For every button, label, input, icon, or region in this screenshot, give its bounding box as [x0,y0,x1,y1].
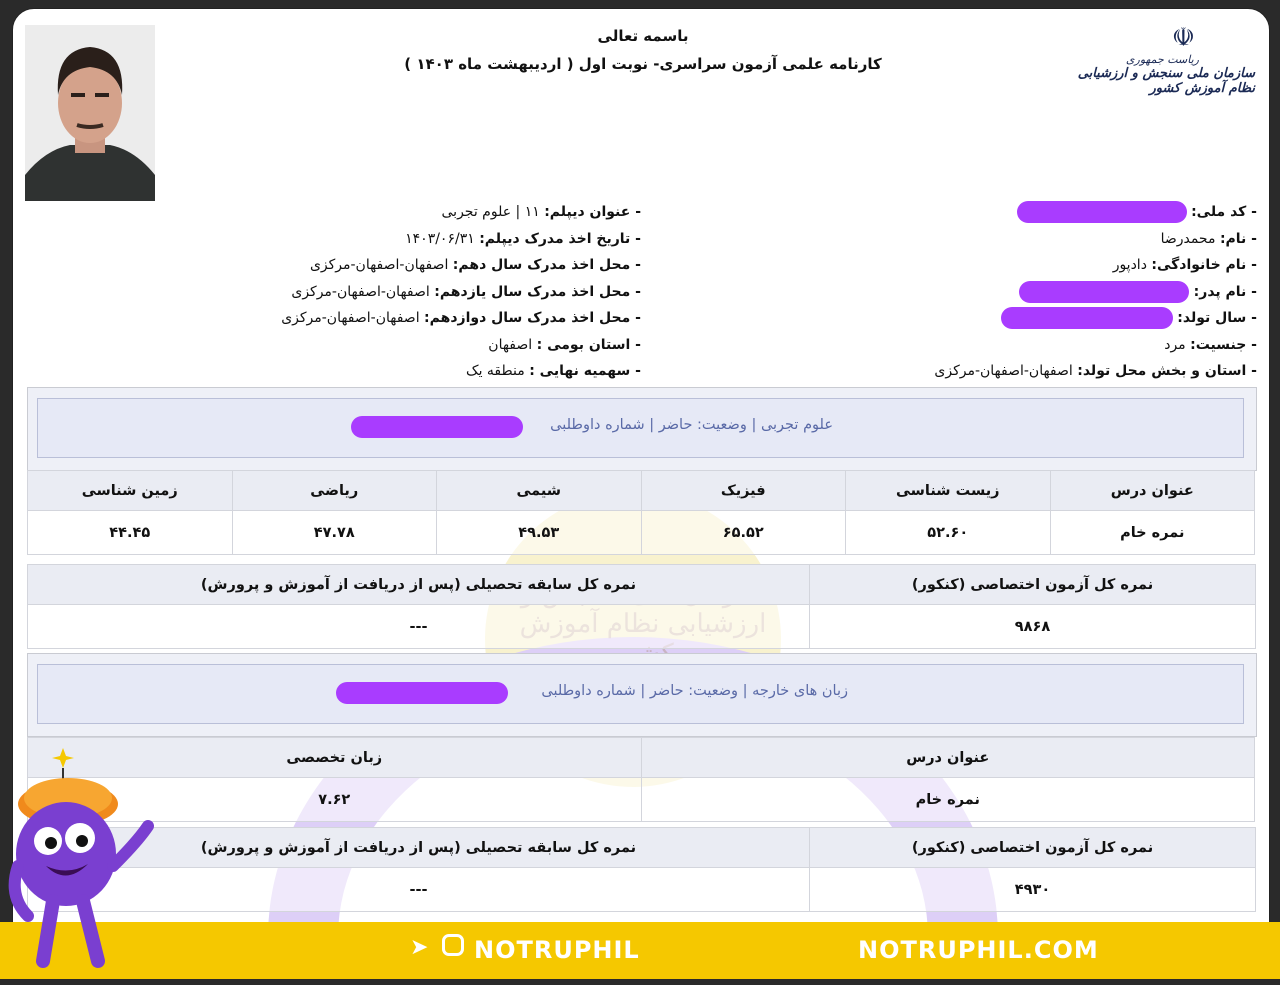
redaction-mask [336,682,508,704]
social-handle[interactable]: NOTRUPHIL [474,936,640,964]
table-row [28,511,1255,555]
group2-banner-text: زبان های خارجه | وضعیت: حاضر | شماره داوطلبی [541,683,848,699]
header-title-1: باسمه تعالی [597,27,689,45]
info-row-native-province: - استان بومی : اصفهان [488,336,641,353]
table-row [28,868,1256,912]
redaction-mask [1019,281,1189,303]
table-header: نمره کل سابقه تحصیلی (پس از دریافت از آموزش و پرورش) [28,828,810,868]
group2-scores-table [27,737,1255,822]
table-header: شیمی [437,471,642,511]
table-header: عنوان درس [1050,471,1255,511]
table-cell: --- [28,868,810,912]
info-row-father-name: - نام پدر: [657,279,1257,306]
info-row-grade12-place: - محل اخذ مدرک سال دوازدهم: اصفهان-اصفهان-مرکزی [281,310,641,326]
instagram-icon[interactable] [442,934,464,956]
table-cell: ۵۲.۶۰ [846,511,1051,555]
info-row-last-name: - نام خانوادگی: دادپور [1112,257,1257,273]
group2-total-table [27,827,1256,912]
table-cell: ۴۴.۴۵ [28,511,233,555]
emblem-icon: ☫ [1171,23,1195,53]
header [333,27,953,73]
website-link[interactable]: NOTRUPHIL.COM [858,936,1099,964]
personal-info-right [657,199,1257,385]
student-photo [25,25,155,201]
redaction-mask [1017,201,1187,223]
group1-banner [37,398,1244,458]
info-row-birth-year: - سال تولد: [657,305,1257,332]
table-header: زمین شناسی [28,471,233,511]
telegram-icon[interactable]: ➤ [410,935,429,960]
table-header: زبان تخصصی [28,738,642,778]
info-row-diploma: - عنوان دیپلم: ۱۱ | علوم تجربی [441,204,641,220]
table-row [28,605,1256,649]
table-header: نمره کل آزمون اختصاصی (کنکور) [810,565,1256,605]
table-header-row [28,828,1256,868]
group1-scores-table [27,470,1255,555]
table-header-row [28,565,1256,605]
info-row-first-name: - نام: محمدرضا [1160,230,1257,247]
table-cell: ۴۹۳۰ [810,868,1256,912]
table-cell: ۶۵.۵۲ [641,511,846,555]
table-cell: ۴۹.۵۳ [437,511,642,555]
group1-banner-text: علوم تجربی | وضعیت: حاضر | شماره داوطلبی [550,417,833,433]
logo-line-1: ریاست جمهوری [1125,53,1199,66]
organization-logo [1055,23,1255,96]
header-title-2: کارنامه علمی آزمون سراسری- نوبت اول ( اردیبهشت ماه ۱۴۰۳ ) [404,55,882,73]
table-cell: ۷.۶۲ [28,778,642,822]
footer-bar [0,922,1280,979]
info-row-birth-place: - استان و بخش محل تولد: اصفهان-اصفهان-مرکزی [934,363,1257,379]
info-row-quota: - سهمیه نهایی : منطقه یک [466,363,641,379]
redaction-mask [351,416,523,438]
mascot-illustration [8,746,158,981]
table-header-row [28,738,1255,778]
table-cell: ۹۸۶۸ [810,605,1256,649]
info-row-diploma-date: - تاریخ اخذ مدرک دیپلم: ۱۴۰۳/۰۶/۳۱ [405,230,641,247]
table-cell: نمره خام [641,778,1255,822]
report-card [12,8,1270,970]
table-header: عنوان درس [641,738,1255,778]
redaction-mask [1001,307,1173,329]
table-header: نمره کل سابقه تحصیلی (پس از دریافت از آموزش و پرورش) [28,565,810,605]
table-cell: --- [28,605,810,649]
table-header-row [28,471,1255,511]
info-row-gender: - جنسیت: مرد [1164,336,1257,353]
table-cell: نمره خام [1050,511,1255,555]
info-row-grade10-place: - محل اخذ مدرک سال دهم: اصفهان-اصفهان-مرکزی [309,257,641,273]
table-header: نمره کل آزمون اختصاصی (کنکور) [810,828,1256,868]
logo-line-2: سازمان ملی سنجش و ارزشیابی نظام آموزش کشور [1077,66,1255,96]
table-header: فیزیک [641,471,846,511]
info-row-national-id: - کد ملی: [657,199,1257,226]
table-cell: ۴۷.۷۸ [232,511,437,555]
group2-banner [37,664,1244,724]
personal-info-left [41,199,641,385]
group1-total-table [27,564,1256,649]
table-header: ریاضی [232,471,437,511]
info-row-grade11-place: - محل اخذ مدرک سال یازدهم: اصفهان-اصفهان-مرکزی [291,283,641,300]
table-row [28,778,1255,822]
table-header: زیست شناسی [846,471,1051,511]
